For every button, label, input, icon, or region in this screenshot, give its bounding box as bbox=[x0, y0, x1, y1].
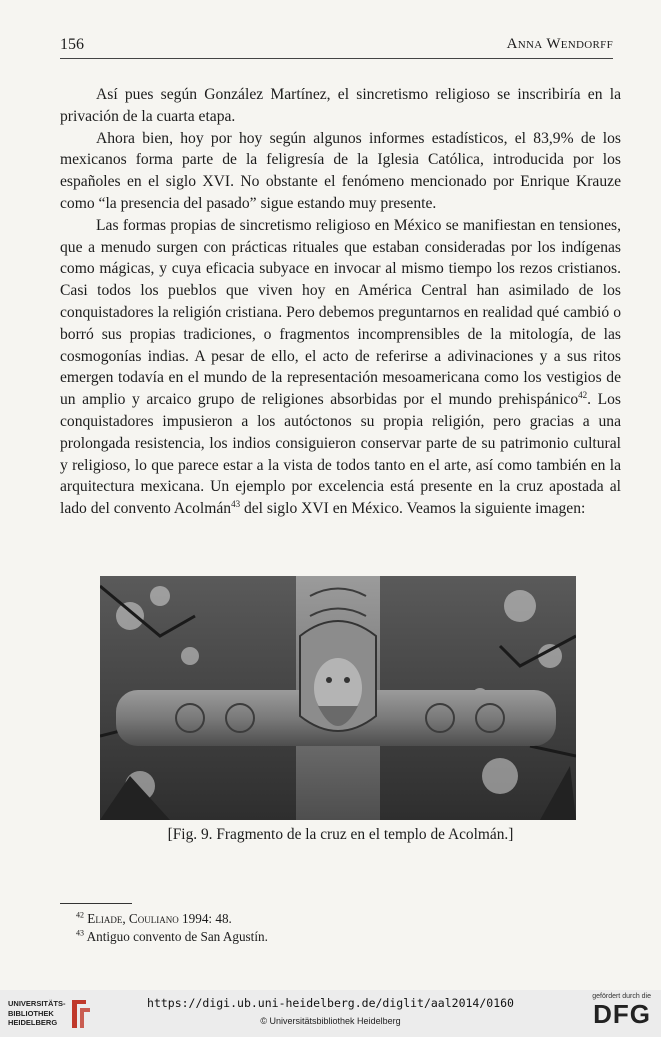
footnote bbox=[76, 928, 268, 946]
paragraph-text: del siglo XVI en México. Veamos la siguiente imagen: bbox=[240, 500, 586, 518]
footnote-number: 43 bbox=[76, 928, 84, 938]
footnotes bbox=[76, 910, 268, 946]
dfg-logo[interactable] bbox=[581, 993, 651, 1028]
library-name-line: HEIDELBERG bbox=[8, 1018, 58, 1027]
cross-photo bbox=[100, 576, 576, 820]
viewer-footer bbox=[0, 990, 661, 1037]
figure-caption: [Fig. 9. Fragmento de la cruz en el templo de Acolmán.] bbox=[167, 826, 514, 843]
footnote-ref[interactable]: 42 bbox=[578, 389, 588, 400]
body-text bbox=[60, 84, 621, 520]
paragraph: Así pues según González Martínez, el sincretismo religioso se inscribiría en la privación de la cuarta etapa. bbox=[60, 86, 621, 125]
footnote-text: Antiguo convento de San Agustín. bbox=[86, 929, 268, 944]
page-url-link[interactable]: https://digi.ub.uni-heidelberg.de/diglit/aal2014/0160 bbox=[147, 996, 514, 1010]
paragraph-text: . Los conquistadores impusieron a los autóctonos su propia religión, pero gracias a una prolongada resistencia, los indios consiguieron conservar parte de su patrimonio cultural y religioso, lo que parece estar a la vista de todos tanto en el arte, así como también en la arquitectura mexicana. Un ejemplo por excelencia está presente en la cruz apostada al lado del convento Acolmán bbox=[60, 391, 622, 518]
funded-by-label: gefördert durch die bbox=[592, 993, 651, 1000]
footnote-text: 1994: 48. bbox=[178, 911, 232, 926]
copyright-notice: © Universitätsbibliothek Heidelberg bbox=[260, 1016, 401, 1026]
footnote-number: 42 bbox=[76, 910, 84, 920]
library-name-line: BIBLIOTHEK bbox=[8, 1008, 54, 1018]
funder-wordmark: DFG bbox=[593, 999, 651, 1029]
footnote bbox=[76, 910, 268, 928]
running-head-author: Anna Wendorff bbox=[506, 36, 613, 52]
footnote-ref[interactable]: 43 bbox=[231, 498, 241, 509]
library-name-line: UNIVERSITÄTS- bbox=[8, 999, 66, 1008]
footnote-author: Eliade, Couliano bbox=[87, 911, 179, 926]
running-header bbox=[60, 36, 613, 59]
page-number: 156 bbox=[60, 36, 84, 53]
footnote-divider bbox=[60, 903, 132, 904]
paragraph-text: Las formas propias de sincretismo religioso en México se manifiestan en tensiones, que a menudo surgen con prácticas rituales que estaban consideradas por los indígenas como mágicas, y cuya eficacia subyace en invocar al mismo tiempo los rezos cristianos. Casi todos los pueblos que viven hoy en América Central han asimilado de los conquistadores la religión cristiana. Pero debemos preguntarnos en realidad qué cambió o borró sus propias tradiciones, o fragmentos incomprensibles de la mitología, de las cosmogonías indias. A pesar de ello, el acto de referirse a adivinaciones y a sus ritos emergen todavía en el mundo de la representación mesoamericana como los vestigios de un amplio y arcaico grupo de religiones absorbidas por el mundo prehispánico bbox=[60, 216, 621, 409]
paragraph bbox=[60, 215, 621, 520]
paragraph: Ahora bien, hoy por hoy según algunos informes estadísticos, el 83,9% de los mexicanos forma parte de la feligresía de la Iglesia Católica, introducida por los españoles en el siglo XVI. No obstante el fenómeno mencionado por Enrique Krauze como “la presencia del pasado” sigue estando muy presente. bbox=[60, 129, 621, 212]
